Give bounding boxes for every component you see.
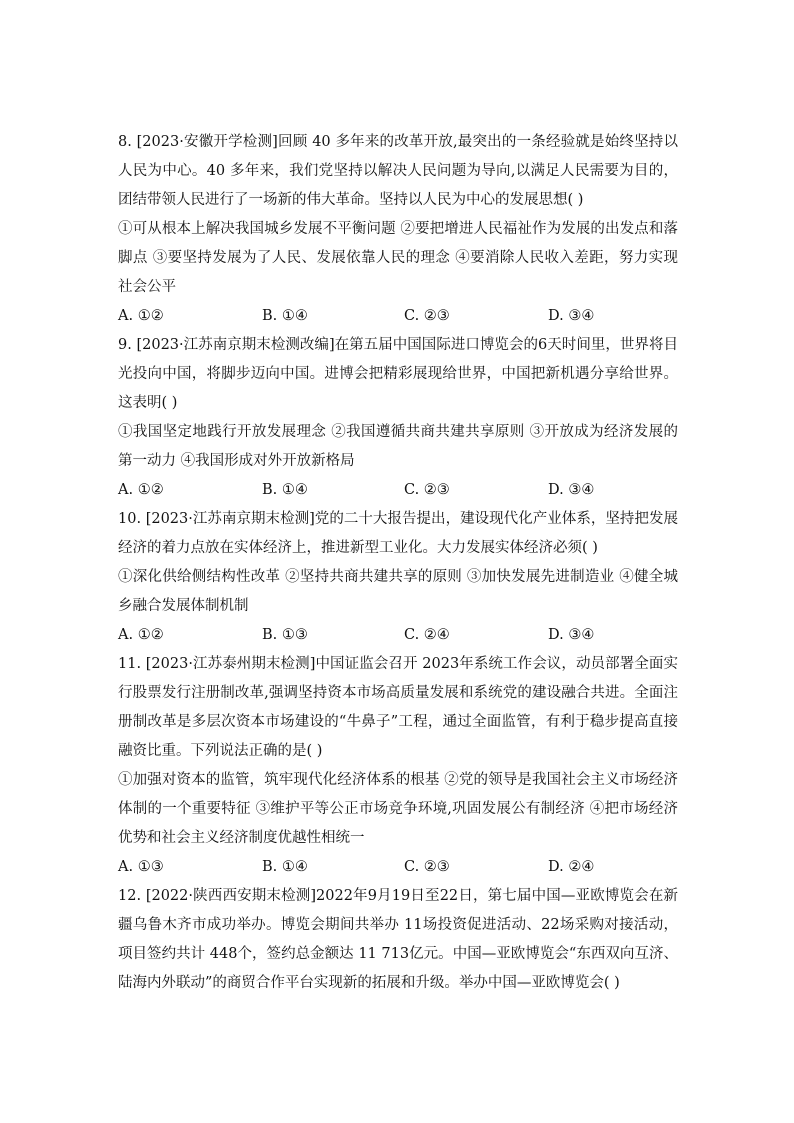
question-stem: 12. [2022·陕西西安期末检测]2022年9月19日至22日，第七届中国—亚欧博览会在新疆乌鲁木齐市成功举办。博览会期间共举办 11场投资促进活动、22场采购对接活动，项目签约共计 448个，签约总金额达 11 713亿元。中国—亚欧博览会“东西双向互济、陆海内外联动”的商贸合作平台实现新的拓展和升级。举办中国—亚欧博览会( ) [118,888,678,991]
option-d[interactable]: D. ②④ [548,859,595,875]
option-b[interactable]: B. ①④ [262,308,308,324]
answer-options [118,476,678,505]
question-statements: ①我国坚定地践行开放发展理念 ②我国遵循共商共建共享原则 ③开放成为经济发展的第一动力 ④我国形成对外开放新格局 [118,424,678,469]
option-b[interactable]: B. ①④ [262,859,308,875]
question-stem: 8. [2023·安徽开学检测]回顾 40 多年来的改革开放,最突出的一条经验就是始终坚持以人民为中心。40 多年来，我们党坚持以解决人民问题为导向,以满足人民需要为目的，团结带领人民进行了一场新的伟大革命。坚持以人民为中心的发展思想( ) [118,134,678,208]
option-d[interactable]: D. ③④ [548,482,595,498]
option-a[interactable]: A. ①② [118,627,164,643]
question-page [118,128,678,998]
option-c[interactable]: C. ②③ [404,308,450,324]
question-9 [118,331,678,505]
option-d[interactable]: D. ③④ [548,627,595,643]
question-statements: ①加强对资本的监管，筑牢现代化经济体系的根基 ②党的领导是我国社会主义市场经济体制的一个重要特征 ③维护平等公正市场竞争环境,巩固发展公有制经济 ④把市场经济优势和社会主义经济制度优越性相统一 [118,772,678,846]
option-a[interactable]: A. ①② [118,482,164,498]
question-stem: 10. [2023·江苏南京期末检测]党的二十大报告提出，建设现代化产业体系，坚持把发展经济的着力点放在实体经济上，推进新型工业化。大力发展实体经济必须( ) [118,511,678,556]
question-12 [118,882,678,998]
question-11 [118,650,678,882]
answer-options [118,621,678,650]
option-c[interactable]: C. ②③ [404,859,450,875]
option-b[interactable]: B. ①④ [262,482,308,498]
question-10 [118,505,678,650]
option-d[interactable]: D. ③④ [548,308,595,324]
question-statements: ①深化供给侧结构性改革 ②坚持共商共建共享的原则 ③加快发展先进制造业 ④健全城乡融合发展体制机制 [118,569,678,614]
option-a[interactable]: A. ①③ [118,859,164,875]
option-c[interactable]: C. ②③ [404,482,450,498]
question-8 [118,128,678,331]
option-c[interactable]: C. ②④ [404,627,450,643]
answer-options [118,302,678,331]
question-stem: 9. [2023·江苏南京期末检测改编]在第五届中国国际进口博览会的6天时间里，世界将目光投向中国，将脚步迈向中国。进博会把精彩展现给世界，中国把新机遇分享给世界。这表明( ) [118,337,678,411]
option-a[interactable]: A. ①② [118,308,164,324]
option-b[interactable]: B. ①③ [262,627,308,643]
question-statements: ①可从根本上解决我国城乡发展不平衡问题 ②要把增进人民福祉作为发展的出发点和落脚点 ③要坚持发展为了人民、发展依靠人民的理念 ④要消除人民收入差距，努力实现社会公平 [118,221,678,295]
answer-options [118,853,678,882]
question-stem: 11. [2023·江苏泰州期末检测]中国证监会召开 2023年系统工作会议，动员部署全面实行股票发行注册制改革,强调坚持资本市场高质量发展和系统党的建设融合共进。全面注册制改革是多层次资本市场建设的“牛鼻子”工程，通过全面监管，有利于稳步提高直接融资比重。下列说法正确的是( ) [118,656,678,759]
